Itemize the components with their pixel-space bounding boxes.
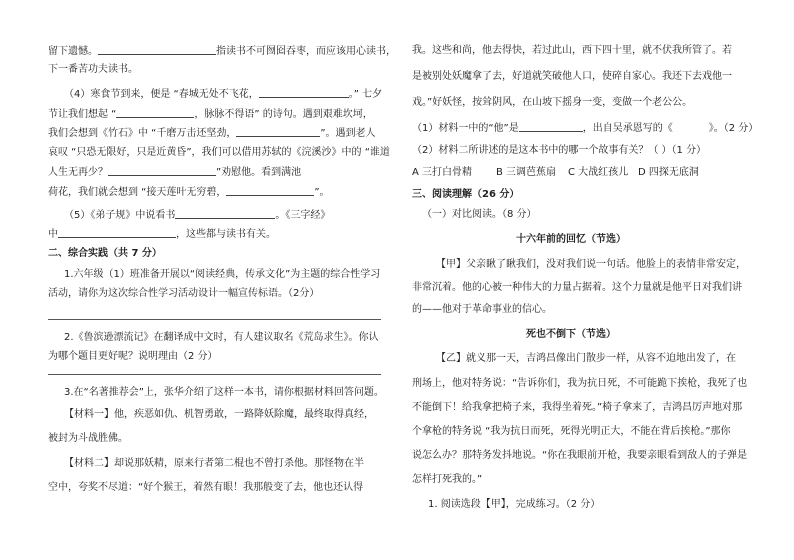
fill-blank[interactable]: [58, 227, 176, 238]
text: 指读书不可囫囵吞枣，而应该用心读书，: [216, 46, 396, 57]
text: （5）《弟子规》中说看书: [64, 210, 176, 221]
passage-a-line-1: 【甲】父亲瞅了瞅我们，没对我们说一句话。他脸上的表情非常安定，: [436, 259, 746, 270]
p5-line-1: [48, 227, 276, 241]
p5-line-0: [64, 208, 330, 222]
q3-material-1-a: 【材料一】他，疾恶如仇、机智勇敢，一路降妖除魔，最终取得真经，: [64, 409, 374, 420]
fill-blank[interactable]: [236, 126, 320, 137]
section-2-title: 二、综合实践（共 7 分）: [48, 248, 162, 259]
text: ，出自吴承恩写的《: [582, 123, 673, 134]
passage-b-line-2: 刑场上，他对特务说：“告诉你们，我为抗日死，不可能跪下挨枪，我死了也: [412, 378, 748, 389]
text: 。《三字经》: [275, 210, 331, 221]
q1-line-1: 活动，请你为这次综合性学习活动设计一幅宣传标语。（2分）: [48, 288, 320, 299]
p4-line-6: [48, 165, 301, 179]
passage-b-line-1: 【乙】就义那一天，吉鸿昌像出门散步一样，从容不迫地出发了，在: [436, 353, 736, 364]
text: （1）材料一中的“他”是: [412, 123, 519, 134]
passage-a-title: 十六年前的回忆（节选）: [516, 234, 626, 245]
p4-line-7: [48, 185, 330, 199]
text: 荷花，我们就会想到 “接天莲叶无穷碧，: [48, 187, 227, 198]
material-2-cont-1: 我。这些和尚，他去得快，若过此山，西下四十里，就不伏我所管了。若: [412, 45, 732, 56]
q3-material-2-a: 【材料二】却说那妖精，原来行者第二棍也不曾打杀他。那怪物在半: [64, 458, 364, 469]
text: 中: [48, 229, 58, 240]
p4-line-1: 下一番苦功夫读书。: [48, 64, 138, 75]
q3-material-2-b: 空中，夸奖不尽道：“好个猴王，着然有眼！我那般变了去，他也还认得: [48, 482, 364, 493]
text: ”。遇到老人: [320, 128, 376, 139]
p4-line-5: 哀叹 “只恐无限好，只是近黄昏”，我们可以借用苏轼的《浣溪沙》中的 “谁道: [48, 147, 390, 158]
material-2-cont-3: 戏。”好妖怪，按耸阴风，在山坡下摇身一变，变做一个老公公。: [412, 97, 693, 108]
option-c[interactable]: C 大战红孩儿: [568, 167, 629, 178]
text: 留下遗憾。: [48, 46, 98, 57]
p4-line-4: [48, 126, 376, 140]
passage-a-line-2: 非常沉着。他的心被一种伟大的力量占据着。这个力量就是他平日对我们讲: [412, 282, 742, 293]
material-2-cont-2: 是被别处妖魔拿了去，好道就笑破他人口，使碎自家心。我还下去戏他一: [412, 71, 732, 82]
p4-line-3: [48, 107, 373, 121]
text: 》。（2 分）: [708, 123, 759, 134]
passage-b-line-3: 不能倒下！给我拿把椅子来，我得坐着死。”椅子拿来了，吉鸿昌厉声地对那: [412, 402, 743, 413]
p4-line-0: [48, 44, 396, 58]
passage-b-line-4: 个拿枪的特务说 “我为抗日而死，死得光明正大，不能在背后挨枪。”那你: [412, 426, 731, 437]
q2-line-0: 2.《鲁滨逊漂流记》在翻译成中文时，有人建议取名《荒岛求生》。你认: [64, 332, 379, 343]
text: ”。: [314, 187, 330, 198]
text: 节让我们想起 “: [48, 109, 117, 120]
text: 人生无再少？: [48, 167, 108, 178]
fill-blank[interactable]: [519, 121, 583, 132]
fill-blank[interactable]: [116, 107, 194, 118]
q2-line-1: 为哪个题目更好呢？说明理由（2 分）: [48, 351, 218, 362]
option-a[interactable]: A 三打白骨精: [412, 167, 473, 178]
section-3-title: 三、阅读理解（26 分）: [412, 189, 520, 200]
text: 。” 七夕: [348, 89, 383, 100]
fill-blank[interactable]: [226, 185, 314, 196]
passage-a-line-3: 的——他对于革命事业的信心。: [412, 304, 552, 315]
passage-b-line-5: 说怎么办？那特务发抖地说。“你在我眼前开枪，我要亲眼看到敌人的子弹是: [412, 450, 748, 461]
text: ，这些都与读书有关。: [176, 229, 276, 240]
subsection-1-title: （一）对比阅读。（8 分）: [422, 209, 537, 220]
q1-line-0: 1.六年级（1）班准备开展以“阅读经典，传承文化”为主题的综合性学习: [64, 269, 381, 280]
passage-b-title: 死也不倒下（节选）: [526, 329, 616, 340]
fill-blank[interactable]: [175, 208, 275, 219]
q3-material-1-b: 被封为斗战胜佛。: [48, 433, 128, 444]
q3-sub-2: （2）材料二所讲述的是这本书中的哪一个故事有关？（ ）（1 分）: [412, 145, 707, 156]
text: ”劝慰他。看到满池: [216, 167, 302, 178]
passage-b-line-6: 怎样打死我的。”: [412, 474, 483, 485]
q3-sub-1: [412, 121, 758, 135]
text: 我们会想到《竹石》中 “千磨万击还坚劲，: [48, 128, 237, 139]
option-d[interactable]: D 四探无底洞: [638, 167, 699, 178]
answer-line[interactable]: [48, 319, 381, 320]
answer-line[interactable]: [48, 374, 381, 375]
fill-blank[interactable]: [108, 165, 216, 176]
fill-blank[interactable]: [259, 87, 349, 98]
text: （4）寒食节到来，便是 “春城无处不飞花，: [64, 89, 259, 100]
fill-blank[interactable]: [98, 44, 216, 55]
text: ，脉脉不得语” 的诗句。遇到艰难坎坷，: [194, 109, 373, 120]
q3-line-0: 3.在“名著推荐会”上，张华介绍了这样一本书，请你根据材料回答问题。: [64, 387, 384, 398]
p4-line-2: [64, 87, 382, 101]
option-b[interactable]: B 三调芭蕉扇: [496, 167, 557, 178]
question-1: 1. 阅读选段【甲】，完成练习。（2 分）: [428, 499, 601, 510]
